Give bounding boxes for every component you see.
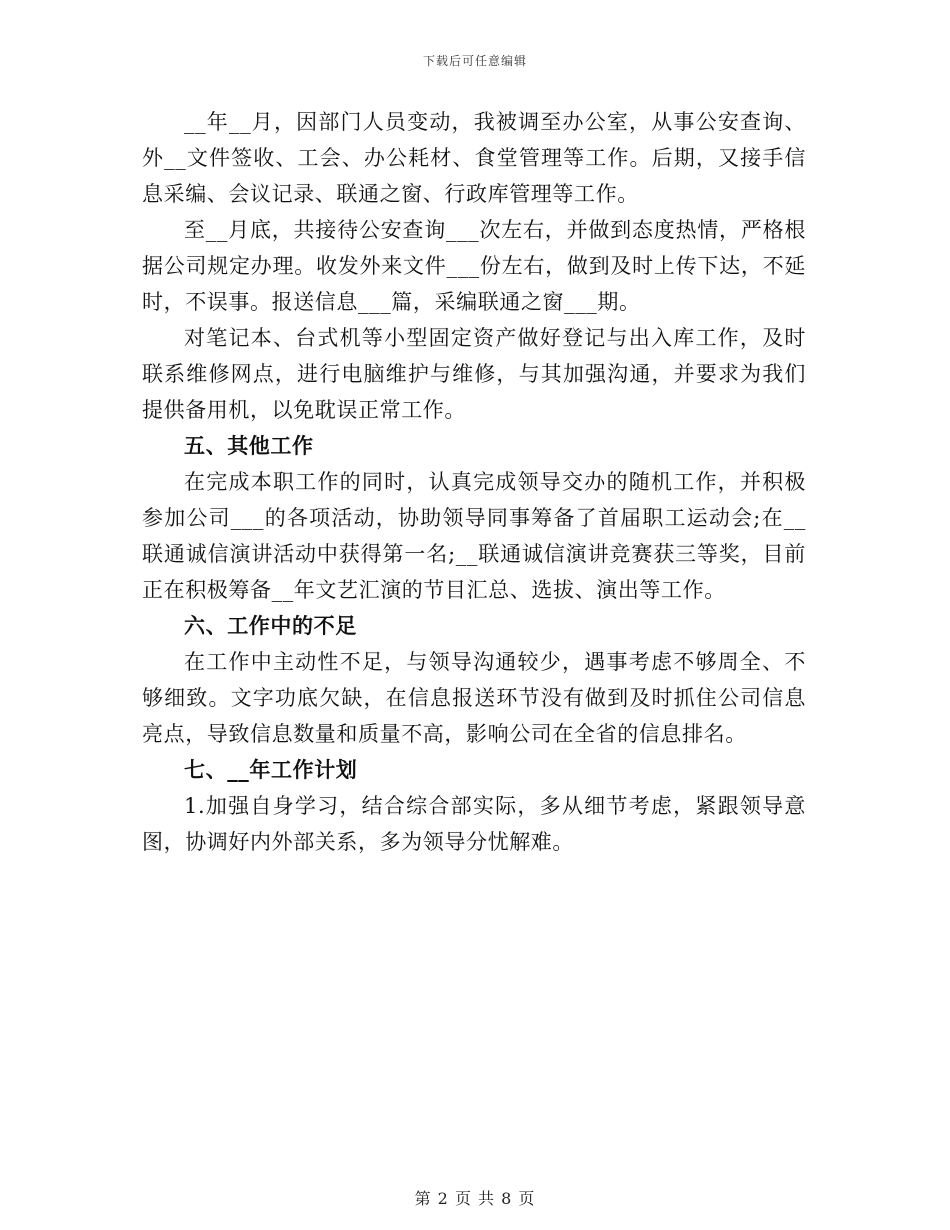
paragraph-work-statistics: 至__月底，共接待公安查询___次左右，并做到态度热情，严格根据公司规定办理。收发外来文件___份左右，做到及时上传下达，不延时，不误事。报送信息___篇，采编联通之窗___期。 xyxy=(142,218,806,314)
paragraph-other-work: 在完成本职工作的同时，认真完成领导交办的随机工作，并积极参加公司___的各项活动，协助领导同事筹备了首届职工运动会;在__联通诚信演讲活动中获得第一名;__联通诚信演讲竞赛获三等奖，目前正在积极筹备__年文艺汇演的节目汇总、选拔、演出等工作。 xyxy=(142,470,806,602)
page-number-footer: 第 2 页 共 8 页 xyxy=(414,1189,536,1208)
paragraph-plan-item-1: 1.加强自身学习，结合综合部实际，多从细节考虑，紧跟领导意图，协调好内外部关系，多为领导分忧解难。 xyxy=(142,794,806,854)
paragraph-office-duties: __年__月，因部门人员变动，我被调至办公室，从事公安查询、外__文件签收、工会、办公耗材、食堂管理等工作。后期，又接手信息采编、会议记录、联通之窗、行政库管理等工作。 xyxy=(142,110,806,206)
document-body xyxy=(142,104,806,860)
header-note: 下载后可任意编辑 xyxy=(422,54,527,68)
section-heading-shortcomings: 六、工作中的不足 xyxy=(184,613,357,638)
paragraph-asset-management: 对笔记本、台式机等小型固定资产做好登记与出入库工作，及时联系维修网点，进行电脑维护与维修，与其加强沟通，并要求为我们提供备用机，以免耽误正常工作。 xyxy=(142,326,806,422)
paragraph-shortcomings: 在工作中主动性不足，与领导沟通较少，遇事考虑不够周全、不够细致。文字功底欠缺，在信息报送环节没有做到及时抓住公司信息亮点，导致信息数量和质量不高，影响公司在全省的信息排名。 xyxy=(142,650,806,746)
section-heading-other-work: 五、其他工作 xyxy=(184,433,314,458)
section-heading-work-plan: 七、__年工作计划 xyxy=(184,757,358,782)
